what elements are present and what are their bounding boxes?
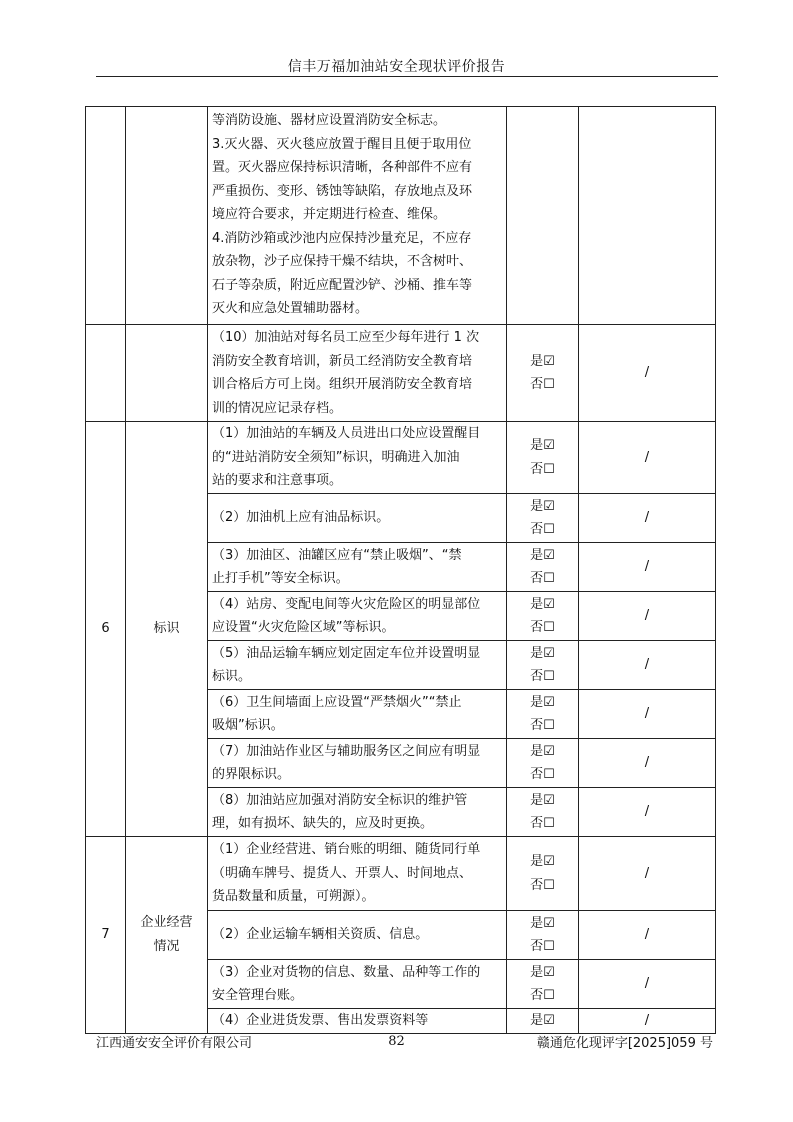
remark-cell: / — [579, 788, 716, 837]
remark-cell: / — [579, 422, 716, 494]
requirement-line: 的“进站消防安全须知”标识，明确进入加油 — [212, 449, 460, 465]
compliance-cell — [507, 911, 579, 960]
no-checkbox[interactable]: 否☐ — [530, 988, 555, 1003]
requirement-line: （7）加油站作业区与辅助服务区之间应有明显 — [212, 743, 481, 759]
no-checkbox[interactable]: 否☐ — [530, 816, 555, 831]
yes-checkbox[interactable]: 是☑ — [530, 645, 555, 661]
remark-cell — [579, 107, 716, 325]
footer-doc-number: 赣通危化现评字[2025]059 号 — [536, 1036, 713, 1051]
yes-checkbox[interactable]: 是☑ — [530, 438, 555, 453]
no-checkbox[interactable]: 否☐ — [530, 718, 555, 733]
compliance-cell — [507, 690, 579, 739]
requirement-cell — [208, 494, 507, 543]
compliance-cell — [507, 788, 579, 837]
compliance-cell — [507, 107, 579, 325]
compliance-cell — [507, 543, 579, 592]
requirement-line: 消防安全教育培训，新员工经消防安全教育培 — [212, 353, 473, 369]
requirement-line: （4）企业进货发票、售出发票资料等 — [212, 1013, 429, 1028]
footer-company: 江西通安安全评价有限公司 — [96, 1036, 253, 1051]
requirement-line: 置。灭火器应保持标识清晰，各种部件不应有 — [212, 160, 473, 175]
requirement-line: （6）卫生间墙面上应设置“严禁烟火”“禁止 — [212, 694, 462, 710]
requirement-line: 应设置“火灾危险区域”等标识。 — [212, 620, 395, 635]
yes-checkbox[interactable]: 是☑ — [530, 694, 555, 710]
requirement-cell — [208, 837, 507, 911]
requirement-cell — [208, 543, 507, 592]
compliance-cell — [507, 641, 579, 690]
requirement-line: 吸烟”标识。 — [212, 718, 284, 733]
requirement-line: 等消防设施、器材应设置消防安全标志。 — [212, 113, 447, 128]
yes-checkbox[interactable]: 是☑ — [530, 353, 555, 369]
requirement-line: （3）企业对货物的信息、数量、品种等工作的 — [212, 964, 481, 980]
requirement-line: 3.灭火器、灭火毯应放置于醒目且便于取用位 — [212, 136, 472, 152]
category-cell — [126, 325, 208, 422]
yes-checkbox[interactable]: 是☑ — [530, 743, 555, 759]
yes-checkbox[interactable]: 是☑ — [530, 498, 555, 514]
remark-cell: / — [579, 690, 716, 739]
header-rule — [96, 76, 718, 77]
no-checkbox[interactable]: 否☐ — [530, 461, 555, 477]
yes-checkbox[interactable]: 是☑ — [530, 792, 555, 808]
remark-cell: / — [579, 837, 716, 911]
compliance-cell — [507, 494, 579, 543]
yes-checkbox[interactable]: 是☑ — [530, 1013, 555, 1028]
compliance-cell — [507, 960, 579, 1009]
requirement-line: （1）企业经营进、销台账的明细、随货同行单 — [212, 842, 481, 858]
category-line: 企业经营 — [140, 915, 193, 931]
yes-checkbox[interactable]: 是☑ — [530, 596, 555, 612]
remark-cell: / — [579, 494, 716, 543]
compliance-cell — [507, 422, 579, 494]
requirement-line: （8）加油站应加强对消防安全标识的维护管 — [212, 792, 468, 808]
remark-cell: / — [579, 543, 716, 592]
requirement-cell — [208, 788, 507, 837]
yes-checkbox[interactable]: 是☑ — [530, 854, 555, 869]
page-number: 82 — [388, 1034, 405, 1049]
table-row — [86, 422, 716, 494]
remark-cell: / — [579, 325, 716, 422]
requirement-line: 境应符合要求，并定期进行检查、维保。 — [212, 207, 447, 222]
requirement-line: 训合格后方可上岗。组织开展消防安全教育培 — [212, 377, 473, 392]
requirement-cell — [208, 1009, 507, 1034]
remark-cell: / — [579, 592, 716, 641]
no-checkbox[interactable]: 否☐ — [530, 939, 555, 954]
requirement-cell — [208, 592, 507, 641]
remark-cell: / — [579, 1009, 716, 1034]
requirement-line: 货品数量和质量，可朔源）。 — [212, 889, 375, 905]
requirement-cell — [208, 325, 507, 422]
requirement-line: 的界限标识。 — [212, 767, 291, 782]
requirement-line: 4.消防沙箱或沙池内应保持沙量充足，不应存 — [212, 230, 472, 246]
requirement-line: 训的情况应记录存档。 — [212, 400, 343, 416]
requirement-line: （5）油品运输车辆应划定固定车位并设置明显 — [212, 645, 481, 661]
requirement-cell — [208, 641, 507, 690]
no-checkbox[interactable]: 否☐ — [530, 669, 555, 684]
requirement-cell — [208, 960, 507, 1009]
category-line: 情况 — [153, 938, 180, 954]
requirement-line: （10）加油站对每名员工应至少每年进行 1 次 — [212, 330, 480, 345]
evaluation-table-body — [86, 107, 716, 1034]
requirement-line: （2）企业运输车辆相关资质、信息。 — [212, 927, 429, 943]
row-number-cell — [86, 325, 126, 422]
compliance-cell — [507, 1009, 579, 1034]
requirement-line: 理，如有损坏、缺失的，应及时更换。 — [212, 816, 434, 831]
category-cell — [126, 107, 208, 325]
requirement-line: 安全管理台账。 — [212, 988, 304, 1003]
evaluation-table — [85, 106, 716, 1034]
compliance-cell — [507, 837, 579, 911]
category-cell — [126, 837, 208, 1034]
requirement-line: 标识。 — [212, 669, 252, 684]
requirement-cell — [208, 690, 507, 739]
row-number-cell: 6 — [86, 422, 126, 837]
no-checkbox[interactable]: 否☐ — [530, 571, 555, 586]
remark-cell: / — [579, 960, 716, 1009]
no-checkbox[interactable]: 否☐ — [530, 377, 555, 392]
remark-cell: / — [579, 641, 716, 690]
no-checkbox[interactable]: 否☐ — [530, 767, 555, 782]
no-checkbox[interactable]: 否☐ — [530, 877, 555, 893]
requirement-cell — [208, 911, 507, 960]
requirement-line: （1）加油站的车辆及人员进出口处应设置醒目 — [212, 426, 481, 442]
remark-cell: / — [579, 739, 716, 788]
yes-checkbox[interactable]: 是☑ — [530, 547, 555, 563]
requirement-line: （3）加油区、油罐区应有“禁止吸烟”、“禁 — [212, 547, 462, 563]
requirement-line: 止打手机”等安全标识。 — [212, 571, 349, 586]
requirement-line: 灭火和应急处置辅助器材。 — [212, 301, 369, 316]
yes-checkbox[interactable]: 是☑ — [530, 964, 555, 980]
compliance-cell — [507, 592, 579, 641]
compliance-cell — [507, 739, 579, 788]
table-row — [86, 325, 716, 422]
no-checkbox[interactable]: 否☐ — [530, 620, 555, 635]
page-header-title: 信丰万福加油站安全现状评价报告 — [287, 59, 506, 75]
requirement-line: （明确车牌号、提货人、开票人、时间地点、 — [212, 865, 473, 881]
requirement-line: 严重损伤、变形、锈蚀等缺陷，存放地点及环 — [212, 183, 473, 199]
remark-cell: / — [579, 911, 716, 960]
category-cell: 标识 — [126, 422, 208, 837]
yes-checkbox[interactable]: 是☑ — [530, 915, 555, 931]
no-checkbox[interactable]: 否☐ — [530, 522, 555, 537]
requirement-line: 石子等杂质，附近应配置沙铲、沙桶、推车等 — [212, 277, 473, 293]
row-number-cell: 7 — [86, 837, 126, 1034]
table-row — [86, 837, 716, 911]
row-number-cell — [86, 107, 126, 325]
compliance-cell — [507, 325, 579, 422]
requirement-line: 放杂物，沙子应保持干燥不结块，不含树叶、 — [212, 254, 473, 269]
requirement-line: （4）站房、变配电间等火灾危险区的明显部位 — [212, 596, 481, 612]
requirement-cell — [208, 422, 507, 494]
requirement-line: 站的要求和注意事项。 — [212, 473, 343, 489]
requirement-cell — [208, 107, 507, 325]
requirement-line: （2）加油机上应有油品标识。 — [212, 510, 390, 526]
table-row — [86, 107, 716, 325]
requirement-cell — [208, 739, 507, 788]
